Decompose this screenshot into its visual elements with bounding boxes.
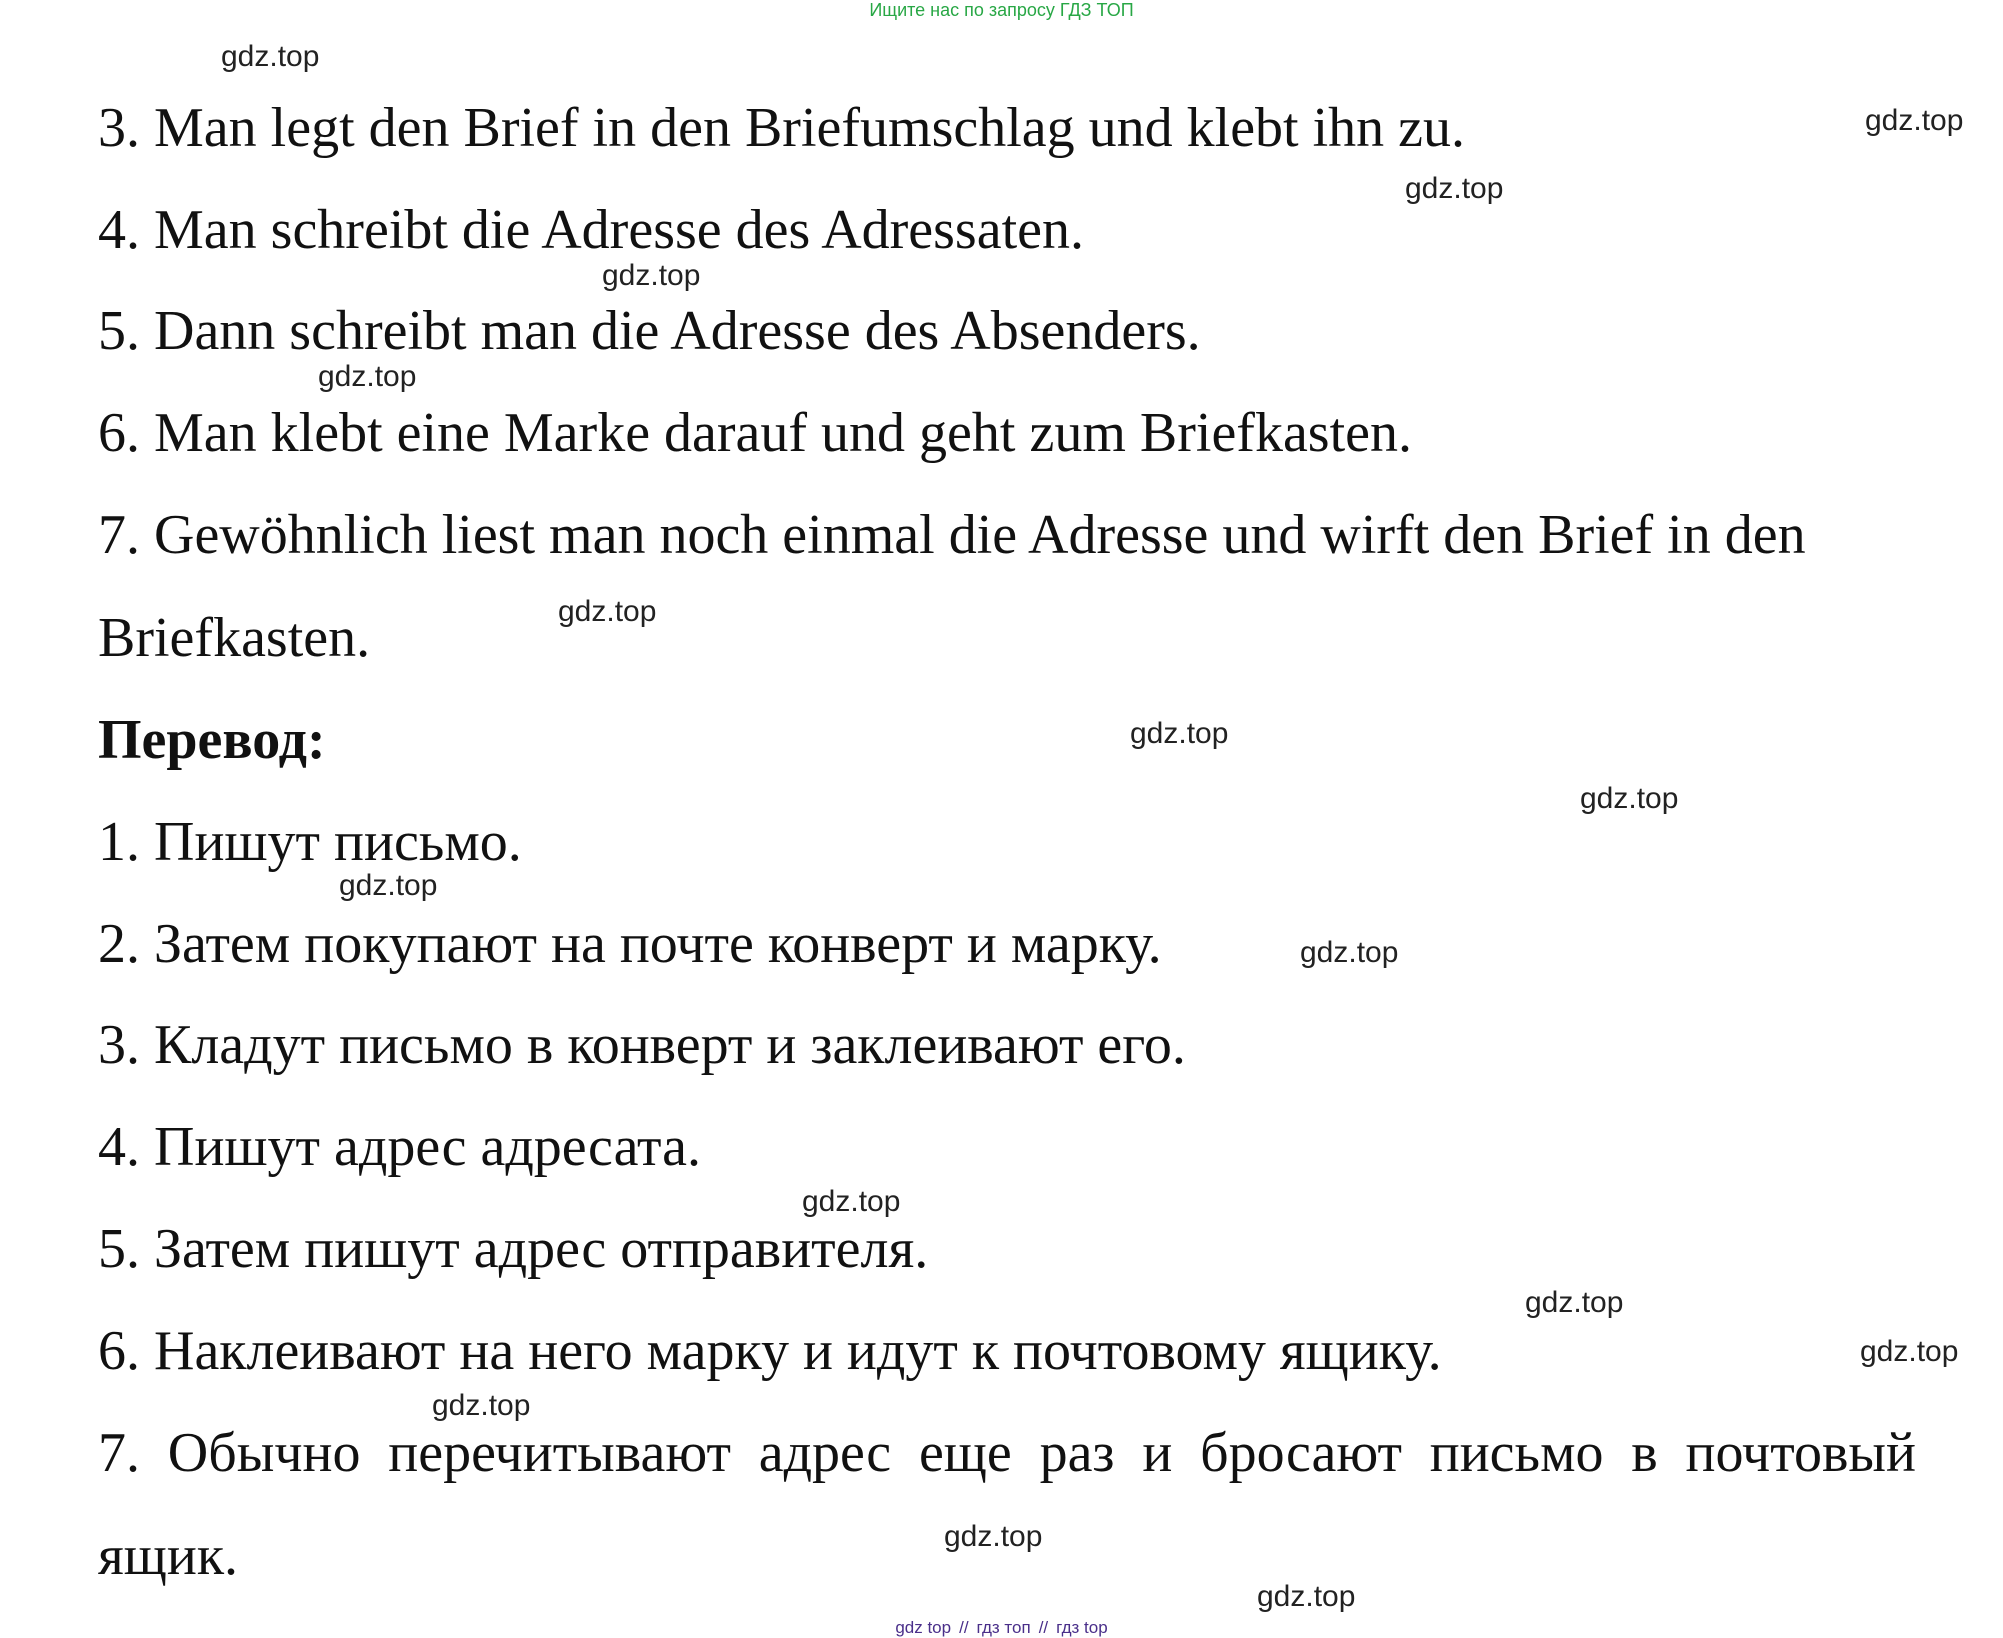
top-banner[interactable]: Ищите нас по запросу ГДЗ ТОП [869,0,1134,20]
russian-line-6: 6. Наклеивают на него марку и идут к почтовому ящику. [98,1320,1442,1382]
russian-line-1: 1. Пишут письмо. [98,811,522,873]
german-line-3: 3. Man legt den Brief in den Briefumschlag und klebt ihn zu. [98,97,1466,159]
watermark: gdz.top [558,595,657,628]
russian-line-7: 7. Обычно перечитывают адрес еще раз и бросают письмо в почтовый [98,1422,1916,1484]
watermark: gdz.top [602,259,701,292]
watermark: gdz.top [1860,1335,1959,1368]
translation-heading: Перевод: [98,709,326,771]
watermark: gdz.top [1580,782,1679,815]
watermark: gdz.top [1257,1580,1356,1613]
watermark: gdz.top [1525,1286,1624,1319]
german-line-5: 5. Dann schreibt man die Adresse des Absenders. [98,300,1201,362]
russian-line-5: 5. Затем пишут адрес отправителя. [98,1218,929,1280]
russian-line-4: 4. Пишут адрес адресата. [98,1116,702,1178]
watermark: gdz.top [221,40,320,73]
russian-line-7-continued: ящик. [98,1525,239,1587]
russian-line-2: 2. Затем покупают на почте конверт и марку. [98,913,1162,975]
watermark: gdz.top [1405,172,1504,205]
footer-separator: // [959,1618,969,1637]
watermark: gdz.top [432,1389,531,1422]
german-line-4: 4. Man schreibt die Adresse des Adressaten. [98,199,1084,261]
watermark: gdz.top [1865,104,1964,137]
footer-links [0,1618,2003,1638]
watermark: gdz.top [802,1185,901,1218]
footer-link-gdz-top-ru[interactable]: гдз топ [976,1618,1031,1637]
watermark: gdz.top [1300,936,1399,969]
watermark: gdz.top [339,869,438,902]
german-line-7-continued: Briefkasten. [98,607,371,669]
footer-link-gdz-top[interactable]: gdz top [895,1618,952,1637]
german-line-7: 7. Gewöhnlich liest man noch einmal die Adresse und wirft den Brief in den [98,504,1806,566]
footer-separator: // [1038,1618,1049,1637]
german-line-6: 6. Man klebt eine Marke darauf und geht zum Briefkasten. [98,402,1413,464]
watermark: gdz.top [944,1520,1043,1553]
russian-line-3: 3. Кладут письмо в конверт и заклеивают его. [98,1014,1186,1076]
footer-link-gdz-top-mixed[interactable]: гдз top [1056,1618,1108,1637]
watermark: gdz.top [318,360,417,393]
watermark: gdz.top [1130,717,1229,750]
